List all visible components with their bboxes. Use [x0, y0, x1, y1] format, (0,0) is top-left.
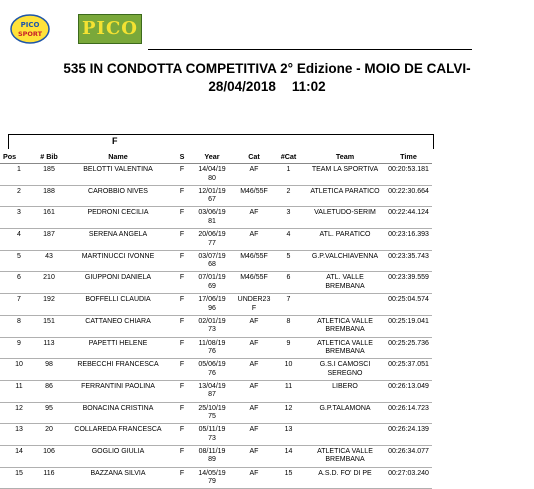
sex-cell: F	[176, 164, 188, 186]
event-time: 11:02	[291, 79, 326, 94]
table-row	[0, 402, 432, 424]
col-bib: # Bib	[38, 149, 60, 164]
sex-cell: F	[176, 229, 188, 251]
cat-pos-cell: 11	[272, 380, 305, 402]
time-cell: 00:25:37.051	[385, 359, 432, 381]
col-team: Team	[305, 149, 385, 164]
year-cell: 05/11/19 73	[188, 424, 236, 446]
pos-cell: 13	[0, 424, 38, 446]
time-cell: 00:26:14.723	[385, 402, 432, 424]
year-cell: 08/11/19 89	[188, 445, 236, 467]
year-cell: 03/07/19 68	[188, 250, 236, 272]
year-cell: 12/01/19 67	[188, 185, 236, 207]
pico-logo: PICO	[78, 14, 142, 44]
event-date: 28/04/2018	[208, 79, 276, 94]
time-cell: 00:26:13.049	[385, 380, 432, 402]
team-cell: ATLETICA VALLE BREMBANA	[305, 445, 385, 467]
sex-cell: F	[176, 294, 188, 316]
year-cell: 05/06/19 76	[188, 359, 236, 381]
bib-cell: 188	[38, 185, 60, 207]
results-table	[0, 149, 432, 489]
table-row	[0, 424, 432, 446]
cat-pos-cell: 5	[272, 250, 305, 272]
cat-pos-cell: 12	[272, 402, 305, 424]
svg-text:PICO: PICO	[20, 21, 40, 29]
sex-cell: F	[176, 272, 188, 294]
table-row	[0, 445, 432, 467]
sex-cell: F	[176, 380, 188, 402]
table-row	[0, 185, 432, 207]
sex-cell: F	[176, 337, 188, 359]
cat-pos-cell: 4	[272, 229, 305, 251]
table-row	[0, 294, 432, 316]
table-row	[0, 272, 432, 294]
event-datetime	[0, 79, 534, 94]
team-cell	[305, 294, 385, 316]
cat-pos-cell: 13	[272, 424, 305, 446]
bib-cell: 210	[38, 272, 60, 294]
col-pos: Pos	[0, 149, 38, 164]
year-cell: 20/06/19 77	[188, 229, 236, 251]
table-row	[0, 250, 432, 272]
year-cell: 14/04/19 80	[188, 164, 236, 186]
table-row	[0, 229, 432, 251]
year-cell: 11/08/19 76	[188, 337, 236, 359]
sex-cell: F	[176, 185, 188, 207]
table-header-row	[0, 149, 432, 164]
name-cell: REBECCHI FRANCESCA	[60, 359, 176, 381]
time-cell: 00:25:04.574	[385, 294, 432, 316]
name-cell: BOFFELLI CLAUDIA	[60, 294, 176, 316]
cat-cell: AF	[236, 359, 272, 381]
cat-pos-cell: 3	[272, 207, 305, 229]
bib-cell: 192	[38, 294, 60, 316]
col-cat: Cat	[236, 149, 272, 164]
pos-cell: 3	[0, 207, 38, 229]
cat-cell: AF	[236, 467, 272, 489]
cat-pos-cell: 8	[272, 315, 305, 337]
sex-cell: F	[176, 250, 188, 272]
pos-cell: 8	[0, 315, 38, 337]
col-year: Year	[188, 149, 236, 164]
team-cell: ATL. PARATICO	[305, 229, 385, 251]
pos-cell: 10	[0, 359, 38, 381]
name-cell: PAPETTI HELENE	[60, 337, 176, 359]
cat-cell: AF	[236, 315, 272, 337]
name-cell: BAZZANA SILVIA	[60, 467, 176, 489]
cat-cell: AF	[236, 424, 272, 446]
bib-cell: 151	[38, 315, 60, 337]
header-divider	[148, 49, 472, 50]
bib-cell: 106	[38, 445, 60, 467]
cat-pos-cell: 1	[272, 164, 305, 186]
bib-cell: 98	[38, 359, 60, 381]
time-cell: 00:26:34.077	[385, 445, 432, 467]
table-row	[0, 380, 432, 402]
pos-cell: 9	[0, 337, 38, 359]
col-cat-pos: #Cat	[272, 149, 305, 164]
pos-cell: 11	[0, 380, 38, 402]
pos-cell: 15	[0, 467, 38, 489]
team-cell: G.P.VALCHIAVENNA	[305, 250, 385, 272]
cat-cell: AF	[236, 229, 272, 251]
category-label: F	[112, 136, 118, 146]
table-row	[0, 337, 432, 359]
name-cell: CATTANEO CHIARA	[60, 315, 176, 337]
cat-cell: AF	[236, 445, 272, 467]
sex-cell: F	[176, 467, 188, 489]
time-cell: 00:22:30.664	[385, 185, 432, 207]
sex-cell: F	[176, 402, 188, 424]
name-cell: GIUPPONI DANIELA	[60, 272, 176, 294]
pos-cell: 6	[0, 272, 38, 294]
cat-cell: AF	[236, 164, 272, 186]
time-cell: 00:25:19.041	[385, 315, 432, 337]
team-cell: LIBERO	[305, 380, 385, 402]
bib-cell: 161	[38, 207, 60, 229]
cat-cell: M46/55F	[236, 185, 272, 207]
sex-cell: F	[176, 445, 188, 467]
pico-sport-logo	[10, 14, 50, 44]
category-header	[8, 134, 434, 149]
team-cell: TEAM LA SPORTIVA	[305, 164, 385, 186]
team-cell: ATLETICA PARATICO	[305, 185, 385, 207]
bib-cell: 113	[38, 337, 60, 359]
team-cell: G.P.TALAMONA	[305, 402, 385, 424]
col-name: Name	[60, 149, 176, 164]
col-time: Time	[385, 149, 432, 164]
table-row	[0, 315, 432, 337]
table-row	[0, 207, 432, 229]
team-cell: A.S.D. FO' DI PE	[305, 467, 385, 489]
pos-cell: 4	[0, 229, 38, 251]
table-row	[0, 164, 432, 186]
name-cell: BONACINA CRISTINA	[60, 402, 176, 424]
team-cell: ATLETICA VALLE BREMBANA	[305, 315, 385, 337]
time-cell: 00:26:24.139	[385, 424, 432, 446]
time-cell: 00:20:53.181	[385, 164, 432, 186]
team-cell: VALETUDO-SERIM	[305, 207, 385, 229]
table-row	[0, 359, 432, 381]
year-cell: 25/10/19 75	[188, 402, 236, 424]
name-cell: PEDRONI CECILIA	[60, 207, 176, 229]
cat-pos-cell: 15	[272, 467, 305, 489]
year-cell: 07/01/19 69	[188, 272, 236, 294]
col-sex: S	[176, 149, 188, 164]
time-cell: 00:23:35.743	[385, 250, 432, 272]
cat-pos-cell: 9	[272, 337, 305, 359]
cat-pos-cell: 14	[272, 445, 305, 467]
year-cell: 13/04/19 87	[188, 380, 236, 402]
sex-cell: F	[176, 315, 188, 337]
svg-text:SPORT: SPORT	[17, 30, 43, 38]
pos-cell: 5	[0, 250, 38, 272]
cat-pos-cell: 7	[272, 294, 305, 316]
name-cell: CAROBBIO NIVES	[60, 185, 176, 207]
team-cell: ATL. VALLE BREMBANA	[305, 272, 385, 294]
name-cell: BELOTTI VALENTINA	[60, 164, 176, 186]
time-cell: 00:25:25.736	[385, 337, 432, 359]
bib-cell: 86	[38, 380, 60, 402]
cat-pos-cell: 2	[272, 185, 305, 207]
cat-pos-cell: 6	[272, 272, 305, 294]
cat-cell: AF	[236, 380, 272, 402]
time-cell: 00:22:44.124	[385, 207, 432, 229]
year-cell: 14/05/19 79	[188, 467, 236, 489]
team-cell	[305, 424, 385, 446]
pos-cell: 1	[0, 164, 38, 186]
cat-cell: M46/55F	[236, 250, 272, 272]
pos-cell: 14	[0, 445, 38, 467]
pos-cell: 7	[0, 294, 38, 316]
bib-cell: 95	[38, 402, 60, 424]
name-cell: FERRANTINI PAOLINA	[60, 380, 176, 402]
year-cell: 17/06/19 96	[188, 294, 236, 316]
cat-cell: UNDER23 F	[236, 294, 272, 316]
name-cell: MARTINUCCI IVONNE	[60, 250, 176, 272]
name-cell: COLLAREDA FRANCESCA	[60, 424, 176, 446]
time-cell: 00:23:39.559	[385, 272, 432, 294]
cat-cell: AF	[236, 402, 272, 424]
year-cell: 03/06/19 81	[188, 207, 236, 229]
team-cell: ATLETICA VALLE BREMBANA	[305, 337, 385, 359]
event-title: 535 IN CONDOTTA COMPETITIVA 2° Edizione - MOIO DE CALVI-	[63, 61, 471, 76]
year-cell: 02/01/19 73	[188, 315, 236, 337]
bib-cell: 187	[38, 229, 60, 251]
bib-cell: 116	[38, 467, 60, 489]
sex-cell: F	[176, 359, 188, 381]
team-cell: G.S.I CAMOSCI SEREGNO	[305, 359, 385, 381]
time-cell: 00:27:03.240	[385, 467, 432, 489]
sex-cell: F	[176, 424, 188, 446]
bib-cell: 185	[38, 164, 60, 186]
sex-cell: F	[176, 207, 188, 229]
cat-cell: AF	[236, 207, 272, 229]
cat-pos-cell: 10	[272, 359, 305, 381]
time-cell: 00:23:16.393	[385, 229, 432, 251]
pos-cell: 12	[0, 402, 38, 424]
table-row	[0, 467, 432, 489]
cat-cell: M46/55F	[236, 272, 272, 294]
cat-cell: AF	[236, 337, 272, 359]
name-cell: GOGLIO GIULIA	[60, 445, 176, 467]
pos-cell: 2	[0, 185, 38, 207]
name-cell: SERENA ANGELA	[60, 229, 176, 251]
bib-cell: 43	[38, 250, 60, 272]
bib-cell: 20	[38, 424, 60, 446]
